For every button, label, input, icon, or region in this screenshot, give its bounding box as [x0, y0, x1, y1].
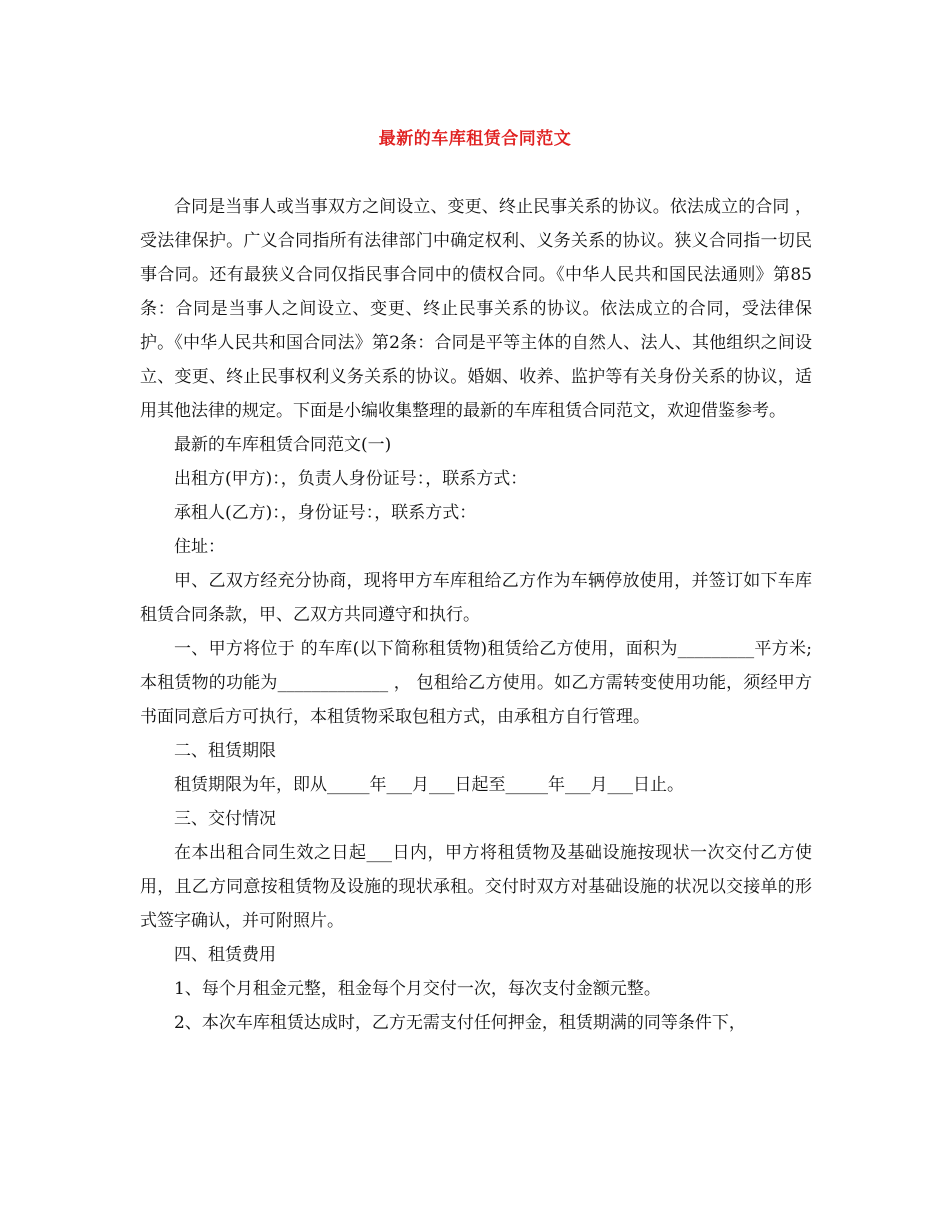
document-title: 最新的车库租赁合同范文	[378, 129, 572, 149]
clause-1-paragraph: 一、甲方将位于 的车库(以下简称租赁物)租赁给乙方使用，面积为_________平方米;本租赁物的功能为_____________ ， 包租给乙方使用。如乙方需转变使用功能，须经甲方书面同意后方可执行，本租赁物采取包租方式，由承租方自行管理。	[140, 639, 812, 727]
lessor-line: 出租方(甲方)：，负责人身份证号：，联系方式：	[174, 469, 528, 489]
document-body	[140, 190, 812, 1040]
delivery-paragraph: 在本出租合同生效之日起___日内，甲方将租赁物及基础设施按现状一次交付乙方使用，且乙方同意按租赁物及设施的现状承租。交付时双方对基础设施的状况以交接单的形式签字确认，并可附照片。	[140, 843, 812, 931]
section-heading: 最新的车库租赁合同范文(一)	[174, 435, 392, 455]
lease-term-line: 租赁期限为年，即从_____年___月___日起至_____年___月___日止。	[174, 775, 684, 795]
agreement-paragraph: 甲、乙双方经充分协商，现将甲方车库租给乙方作为车辆停放使用，并签订如下车库租赁合同条款，甲、乙双方共同遵守和执行。	[140, 571, 812, 625]
intro-paragraph: 合同是当事人或当事双方之间设立、变更、终止民事关系的协议。依法成立的合同 ，受法律保护。广义合同指所有法律部门中确定权利、义务关系的协议。狭义合同指一切民事合同。还有最狭义合同仅指民事合同中的债权合同。《中华人民共和国民法通则》第85条：合同是当事人之间设立、变更、终止民事关系的协议。依法成立的合同，受法律保护。《中华人民共和国合同法》第2条：合同是平等主体的自然人、法人、其他组织之间设立、变更、终止民事权利义务关系的协议。婚姻、收养、监护等有关身份关系的协议，适用其他法律的规定。下面是小编收集整理的最新的车库租赁合同范文，欢迎借鉴参考。	[140, 197, 812, 421]
address-line: 住址：	[174, 537, 225, 557]
rent-item-1: 1、每个月租金元整，租金每个月交付一次，每次支付金额元整。	[174, 979, 661, 999]
clause-2-heading: 二、租赁期限	[174, 741, 276, 761]
clause-3-heading: 三、交付情况	[174, 809, 276, 829]
clause-4-heading: 四、租赁费用	[174, 945, 276, 965]
lessee-line: 承租人(乙方)：，身份证号：，联系方式：	[174, 503, 477, 523]
rent-item-2: 2、本次车库租赁达成时，乙方无需支付任何押金，租赁期满的同等条件下，	[174, 1013, 746, 1033]
